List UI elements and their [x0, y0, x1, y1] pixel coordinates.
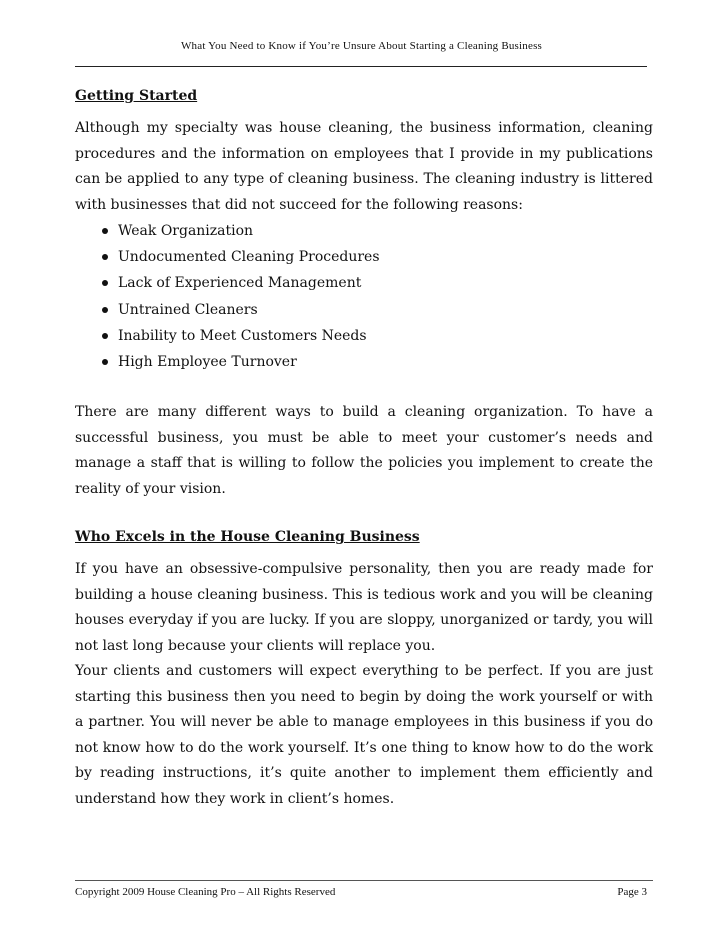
list-item-text: Lack of Experienced Management [118, 275, 362, 292]
list-item [99, 218, 653, 244]
bullet-icon [102, 307, 108, 313]
list-item-text: Inability to Meet Customers Needs [118, 327, 367, 344]
list-item [99, 297, 653, 323]
list-item-text: Weak Organization [118, 223, 254, 239]
copyright-notice: Copyright 2009 House Cleaning Pro – All Rights Reserved [75, 886, 336, 898]
list-item [99, 349, 653, 375]
running-header: What You Need to Know if You’re Unsure About Starting a Cleaning Business [180, 40, 543, 52]
paragraph-expectations: Your clients and customers will expect everything to be perfect. If you are just starting this business then you need to begin by doing the work yourself or with a partner. You will never be able to manage employees in this business if you do not know how to do the work yourself. It’s one thing to know how to do the work by reading instructions, it’s quite another to implement them efficiently and understand how they work in client’s homes. [75, 663, 653, 807]
paragraph-organization: There are many different ways to build a cleaning organization. To have a successful business, you must be able to meet your customer’s needs and manage a staff that is willing to follow the policies you implement to create the reality of your vision. [75, 404, 653, 497]
bullet-icon [102, 280, 108, 286]
list-item [99, 323, 653, 349]
list-item [99, 270, 653, 296]
bullet-icon [102, 333, 108, 339]
list-item-text: High Employee Turnover [118, 354, 297, 371]
page-body [75, 86, 653, 812]
section-heading-who-excels: Who Excels in the House Cleaning Business [75, 529, 420, 546]
bullet-icon [102, 254, 108, 260]
bullet-icon [102, 359, 108, 365]
bullet-icon [102, 228, 108, 234]
header-divider [75, 66, 647, 67]
list-item-text: Undocumented Cleaning Procedures [118, 249, 380, 266]
failure-reasons-list [75, 218, 653, 375]
footer-divider [75, 880, 653, 881]
list-item-text: Untrained Cleaners [118, 301, 258, 318]
page-number: Page 3 [617, 886, 647, 898]
paragraph-personality: If you have an obsessive-compulsive personality, then you are ready made for building a house cleaning business. This is tedious work and you will be cleaning houses everyday if you are lucky. If you are sloppy, unorganized or tardy, you will not last long because your clients will replace you. [75, 561, 653, 654]
paragraph-intro: Although my specialty was house cleaning, the business information, cleaning procedures and the information on employees that I provide in my publications can be applied to any type of cleaning business. The cleaning industry is littered with businesses that did not succeed for the following reasons: [75, 120, 653, 213]
list-item [99, 244, 653, 270]
section-heading-getting-started: Getting Started [75, 88, 198, 104]
